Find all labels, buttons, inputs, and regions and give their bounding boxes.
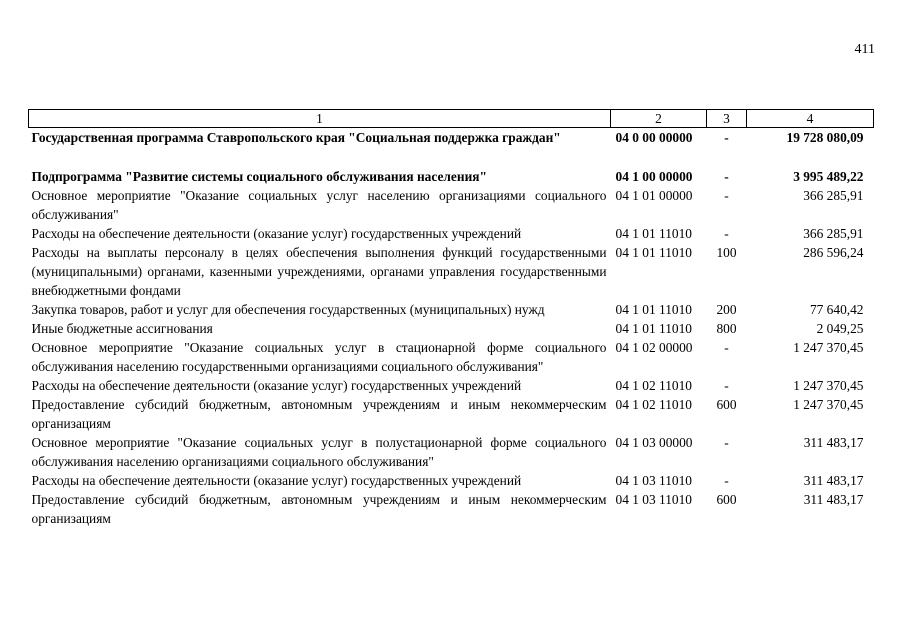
table-row	[29, 186, 874, 224]
row-name: Расходы на обеспечение деятельности (оказание услуг) государственных учреждений	[31, 226, 522, 241]
row-amount: 311 483,17	[803, 492, 864, 507]
table-row	[29, 433, 874, 471]
column-header-amount: 4	[747, 110, 874, 128]
header-row	[29, 110, 874, 128]
row-type: -	[724, 226, 729, 241]
row-code: 04 1 01 11010	[615, 321, 692, 336]
row-amount: 311 483,17	[803, 435, 864, 450]
table-row-program	[29, 128, 874, 148]
row-amount: 3 995 489,22	[793, 169, 864, 184]
row-code: 04 1 03 00000	[615, 435, 693, 450]
table-row	[29, 395, 874, 433]
row-amount: 1 247 370,45	[793, 378, 864, 393]
table-row-subprogram	[29, 167, 874, 186]
page-number: 411	[854, 42, 875, 57]
table-row	[29, 376, 874, 395]
row-amount: 311 483,17	[803, 473, 864, 488]
row-amount: 366 285,91	[803, 226, 864, 241]
row-code: 04 1 02 11010	[615, 378, 692, 393]
row-name: Расходы на обеспечение деятельности (оказание услуг) государственных учреждений	[31, 378, 522, 393]
row-amount: 286 596,24	[803, 245, 864, 260]
row-code: 04 1 03 11010	[615, 492, 692, 507]
row-name: Иные бюджетные ассигнования	[31, 321, 213, 336]
row-type: 600	[716, 397, 737, 412]
row-name: Предоставление субсидий бюджетным, автономным учреждениям и иным некоммерческим организациям	[31, 397, 607, 431]
row-amount: 77 640,42	[809, 302, 864, 317]
row-name: Подпрограмма "Развитие системы социального обслуживания населения"	[31, 169, 487, 184]
table-row	[29, 490, 874, 528]
row-type: 800	[716, 321, 737, 336]
row-type: -	[724, 378, 729, 393]
row-amount: 2 049,25	[816, 321, 864, 336]
row-type: -	[724, 130, 729, 145]
table-row	[29, 224, 874, 243]
budget-table	[28, 109, 874, 528]
table-row	[29, 243, 874, 300]
row-type: 600	[716, 492, 737, 507]
row-code: 04 0 00 00000	[615, 130, 693, 145]
table-row	[29, 300, 874, 319]
row-code: 04 1 02 00000	[615, 340, 693, 355]
row-code: 04 1 01 11010	[615, 226, 692, 241]
row-name: Закупка товаров, работ и услуг для обеспечения государственных (муниципальных) нужд	[31, 302, 545, 317]
row-type: -	[724, 188, 729, 203]
row-name: Государственная программа Ставропольского края "Социальная поддержка граждан"	[31, 130, 561, 145]
row-type: -	[724, 169, 729, 184]
spacer-row	[29, 147, 874, 167]
row-name: Основное мероприятие "Оказание социальных услуг населению организациями социального обслуживания"	[31, 188, 607, 222]
table-row	[29, 319, 874, 338]
table-row	[29, 471, 874, 490]
row-code: 04 1 01 11010	[615, 245, 692, 260]
table-row	[29, 338, 874, 376]
row-code: 04 1 01 00000	[615, 188, 693, 203]
row-amount: 19 728 080,09	[786, 130, 864, 145]
row-code: 04 1 02 11010	[615, 397, 692, 412]
row-code: 04 1 00 00000	[615, 169, 693, 184]
row-type: -	[724, 435, 729, 450]
row-amount: 366 285,91	[803, 188, 864, 203]
column-header-type: 3	[707, 110, 747, 128]
row-amount: 1 247 370,45	[793, 397, 864, 412]
row-name: Расходы на выплаты персоналу в целях обеспечения выполнения функций государственными (муниципальными) органами, казенными учреждениями, органами управления государственными внебюджетными фондами	[31, 245, 607, 298]
row-type: 200	[716, 302, 737, 317]
row-name: Основное мероприятие "Оказание социальных услуг в стационарной форме социального обслуживания населению государственными организациями социального обслуживания"	[31, 340, 607, 374]
column-header-name: 1	[29, 110, 611, 128]
row-code: 04 1 01 11010	[615, 302, 692, 317]
row-name: Расходы на обеспечение деятельности (оказание услуг) государственных учреждений	[31, 473, 522, 488]
row-name: Основное мероприятие "Оказание социальных услуг в полустационарной форме социального обслуживания населению организациями социального обслуживания"	[31, 435, 607, 469]
column-header-code: 2	[611, 110, 707, 128]
row-type: 100	[716, 245, 737, 260]
row-name: Предоставление субсидий бюджетным, автономным учреждениям и иным некоммерческим организациям	[31, 492, 607, 526]
row-type: -	[724, 473, 729, 488]
row-type: -	[724, 340, 729, 355]
row-amount: 1 247 370,45	[793, 340, 864, 355]
row-code: 04 1 03 11010	[615, 473, 692, 488]
